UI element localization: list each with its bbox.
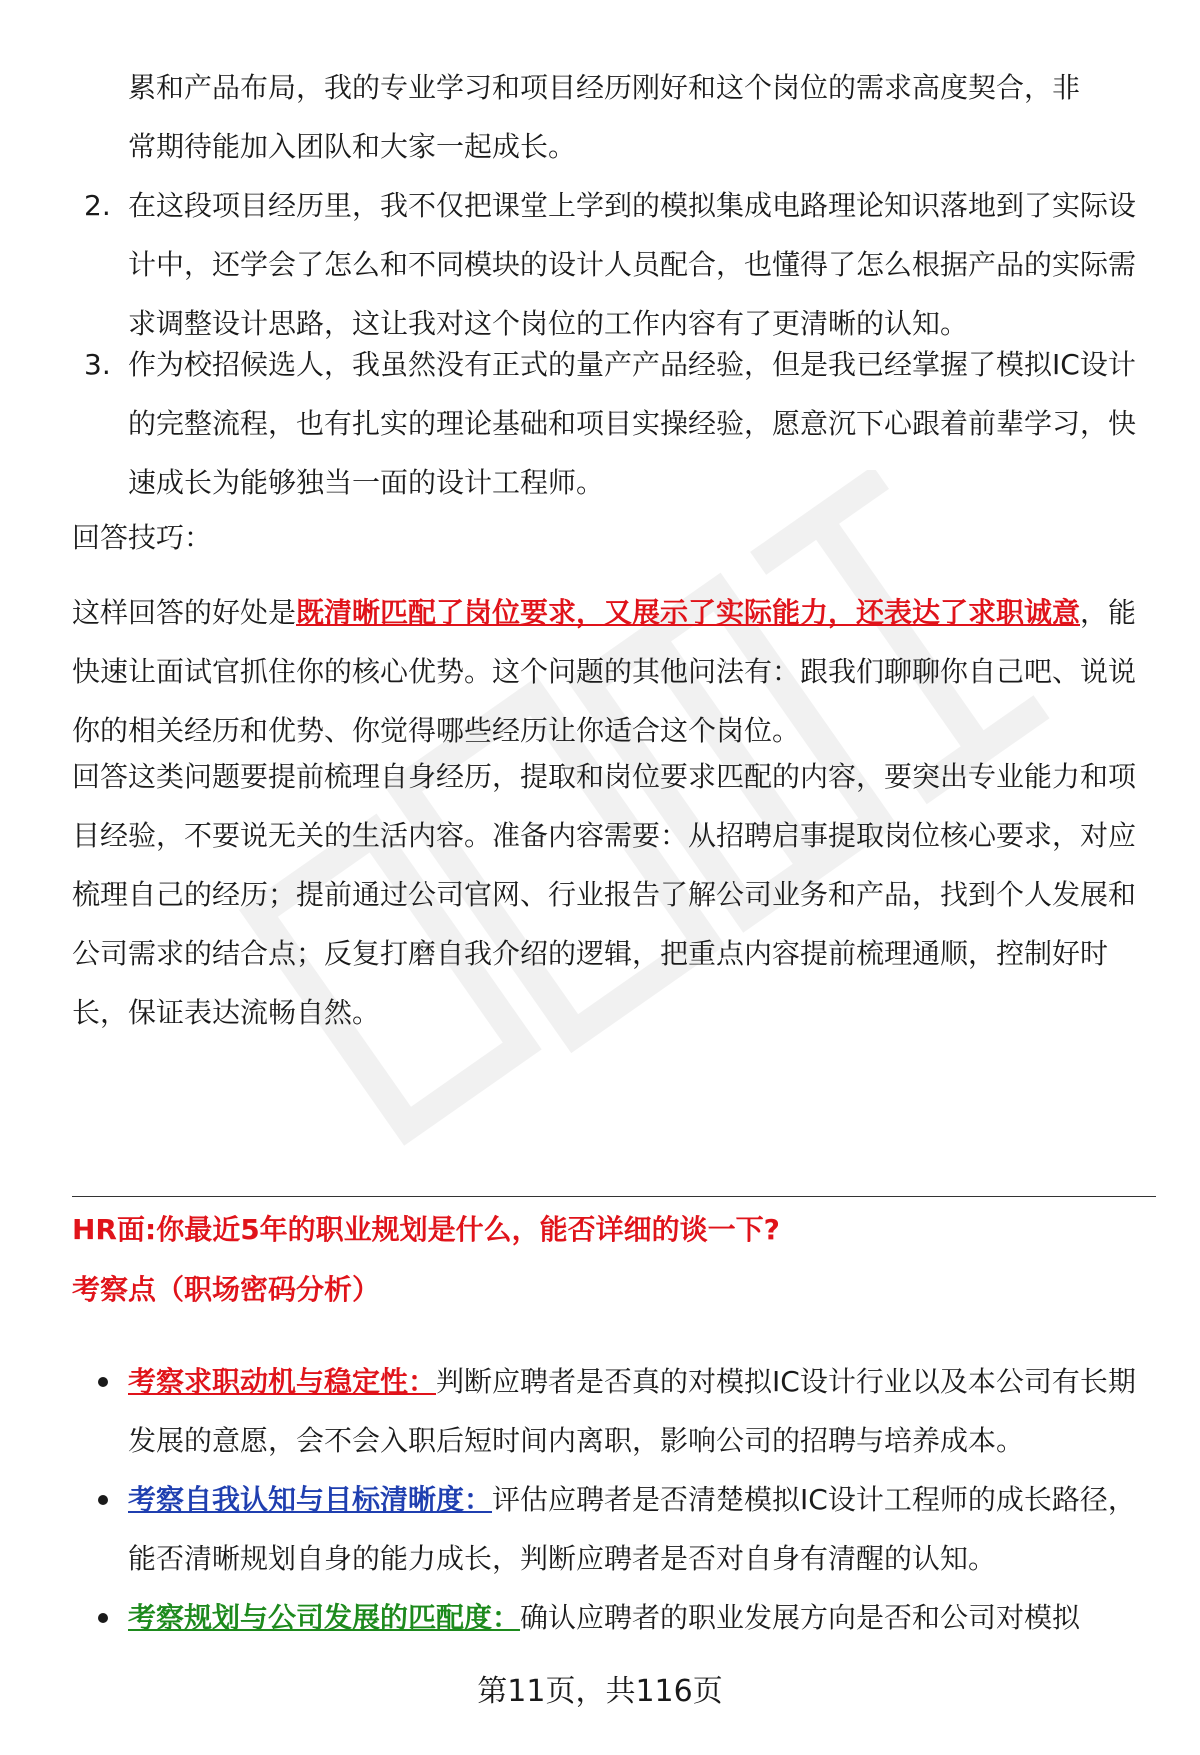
list-item [72, 1352, 1162, 1470]
tips-p1-suffix: ，能快速让面试官抓住你的核心优势。这个问题的其他问法有：跟我们聊聊你自己吧、说说你的相关经历和优势、你觉得哪些经历让你适合这个岗位。 [72, 596, 1137, 747]
bullet-dot [98, 1613, 108, 1623]
list-number: 2. [84, 189, 111, 222]
list-item-text: 作为校招候选人，我虽然没有正式的量产产品经验，但是我已经掌握了模拟IC设计的完整流程，也有扎实的理论基础和项目实操经验，愿意沉下心跟着前辈学习，快速成长为能够独当一面的设计工程师。 [128, 348, 1137, 499]
point-text: 评估应聘者是否清楚模拟IC设计工程师的成长路径，能否清晰规划自身的能力成长，判断应聘者是否对自身有清醒的认知。 [128, 1483, 1136, 1575]
numbered-list [72, 176, 1162, 512]
tips-heading: 回答技巧： [72, 521, 213, 554]
section-divider [72, 1196, 1156, 1197]
tips-p1-highlight: 既清晰匹配了岗位要求，又展示了实际能力，还表达了求职诚意 [296, 596, 1081, 629]
intro-continuation [128, 58, 1158, 176]
intro-line-2: 常期待能加入团队和大家一起成长。 [128, 130, 577, 163]
intro-line-1: 累和产品布局，我的专业学习和项目经历刚好和这个岗位的需求高度契合，非 [128, 71, 1081, 104]
tips-p1-prefix: 这样回答的好处是 [72, 596, 297, 629]
point-text: 确认应聘者的职业发展方向是否和公司对模拟 [520, 1601, 1081, 1634]
point-text: 判断应聘者是否真的对模拟IC设计行业以及本公司有长期发展的意愿，会不会入职后短时间内离职，影响公司的招聘与培养成本。 [128, 1365, 1136, 1457]
list-item-text: 在这段项目经历里，我不仅把课堂上学到的模拟集成电路理论知识落地到了实际设计中，还学会了怎么和不同模块的设计人员配合，也懂得了怎么根据产品的实际需求调整设计思路，这让我对这个岗位的工作内容有了更清晰的认知。 [128, 189, 1137, 340]
tips-paragraph-1 [72, 583, 1162, 760]
hr-question-subtitle: 考察点（职场密码分析） [72, 1273, 381, 1306]
bullet-dot [98, 1495, 108, 1505]
page-number: 第11页，共116页 [477, 1674, 723, 1709]
list-item [72, 1470, 1162, 1588]
list-item [72, 335, 1162, 512]
hr-question-title: HR面:你最近5年的职业规划是什么，能否详细的谈一下? [72, 1213, 780, 1246]
point-label: 考察规划与公司发展的匹配度： [128, 1601, 521, 1634]
point-label: 考察自我认知与目标清晰度： [128, 1483, 493, 1516]
bullet-dot [98, 1377, 108, 1387]
list-item [72, 176, 1162, 340]
assessment-points [72, 1352, 1162, 1647]
tips-paragraph-2: 回答这类问题要提前梳理自身经历，提取和岗位要求匹配的内容，要突出专业能力和项目经验，不要说无关的生活内容。准备内容需要：从招聘启事提取岗位核心要求，对应梳理自己的经历；提前通过公司官网、行业报告了解公司业务和产品，找到个人发展和公司需求的结合点；反复打磨自我介绍的逻辑，把重点内容提前梳理通顺，控制好时长，保证表达流畅自然。 [72, 760, 1137, 1029]
list-item [72, 1588, 1162, 1647]
point-label: 考察求职动机与稳定性： [128, 1365, 437, 1398]
list-number: 3. [84, 348, 111, 381]
